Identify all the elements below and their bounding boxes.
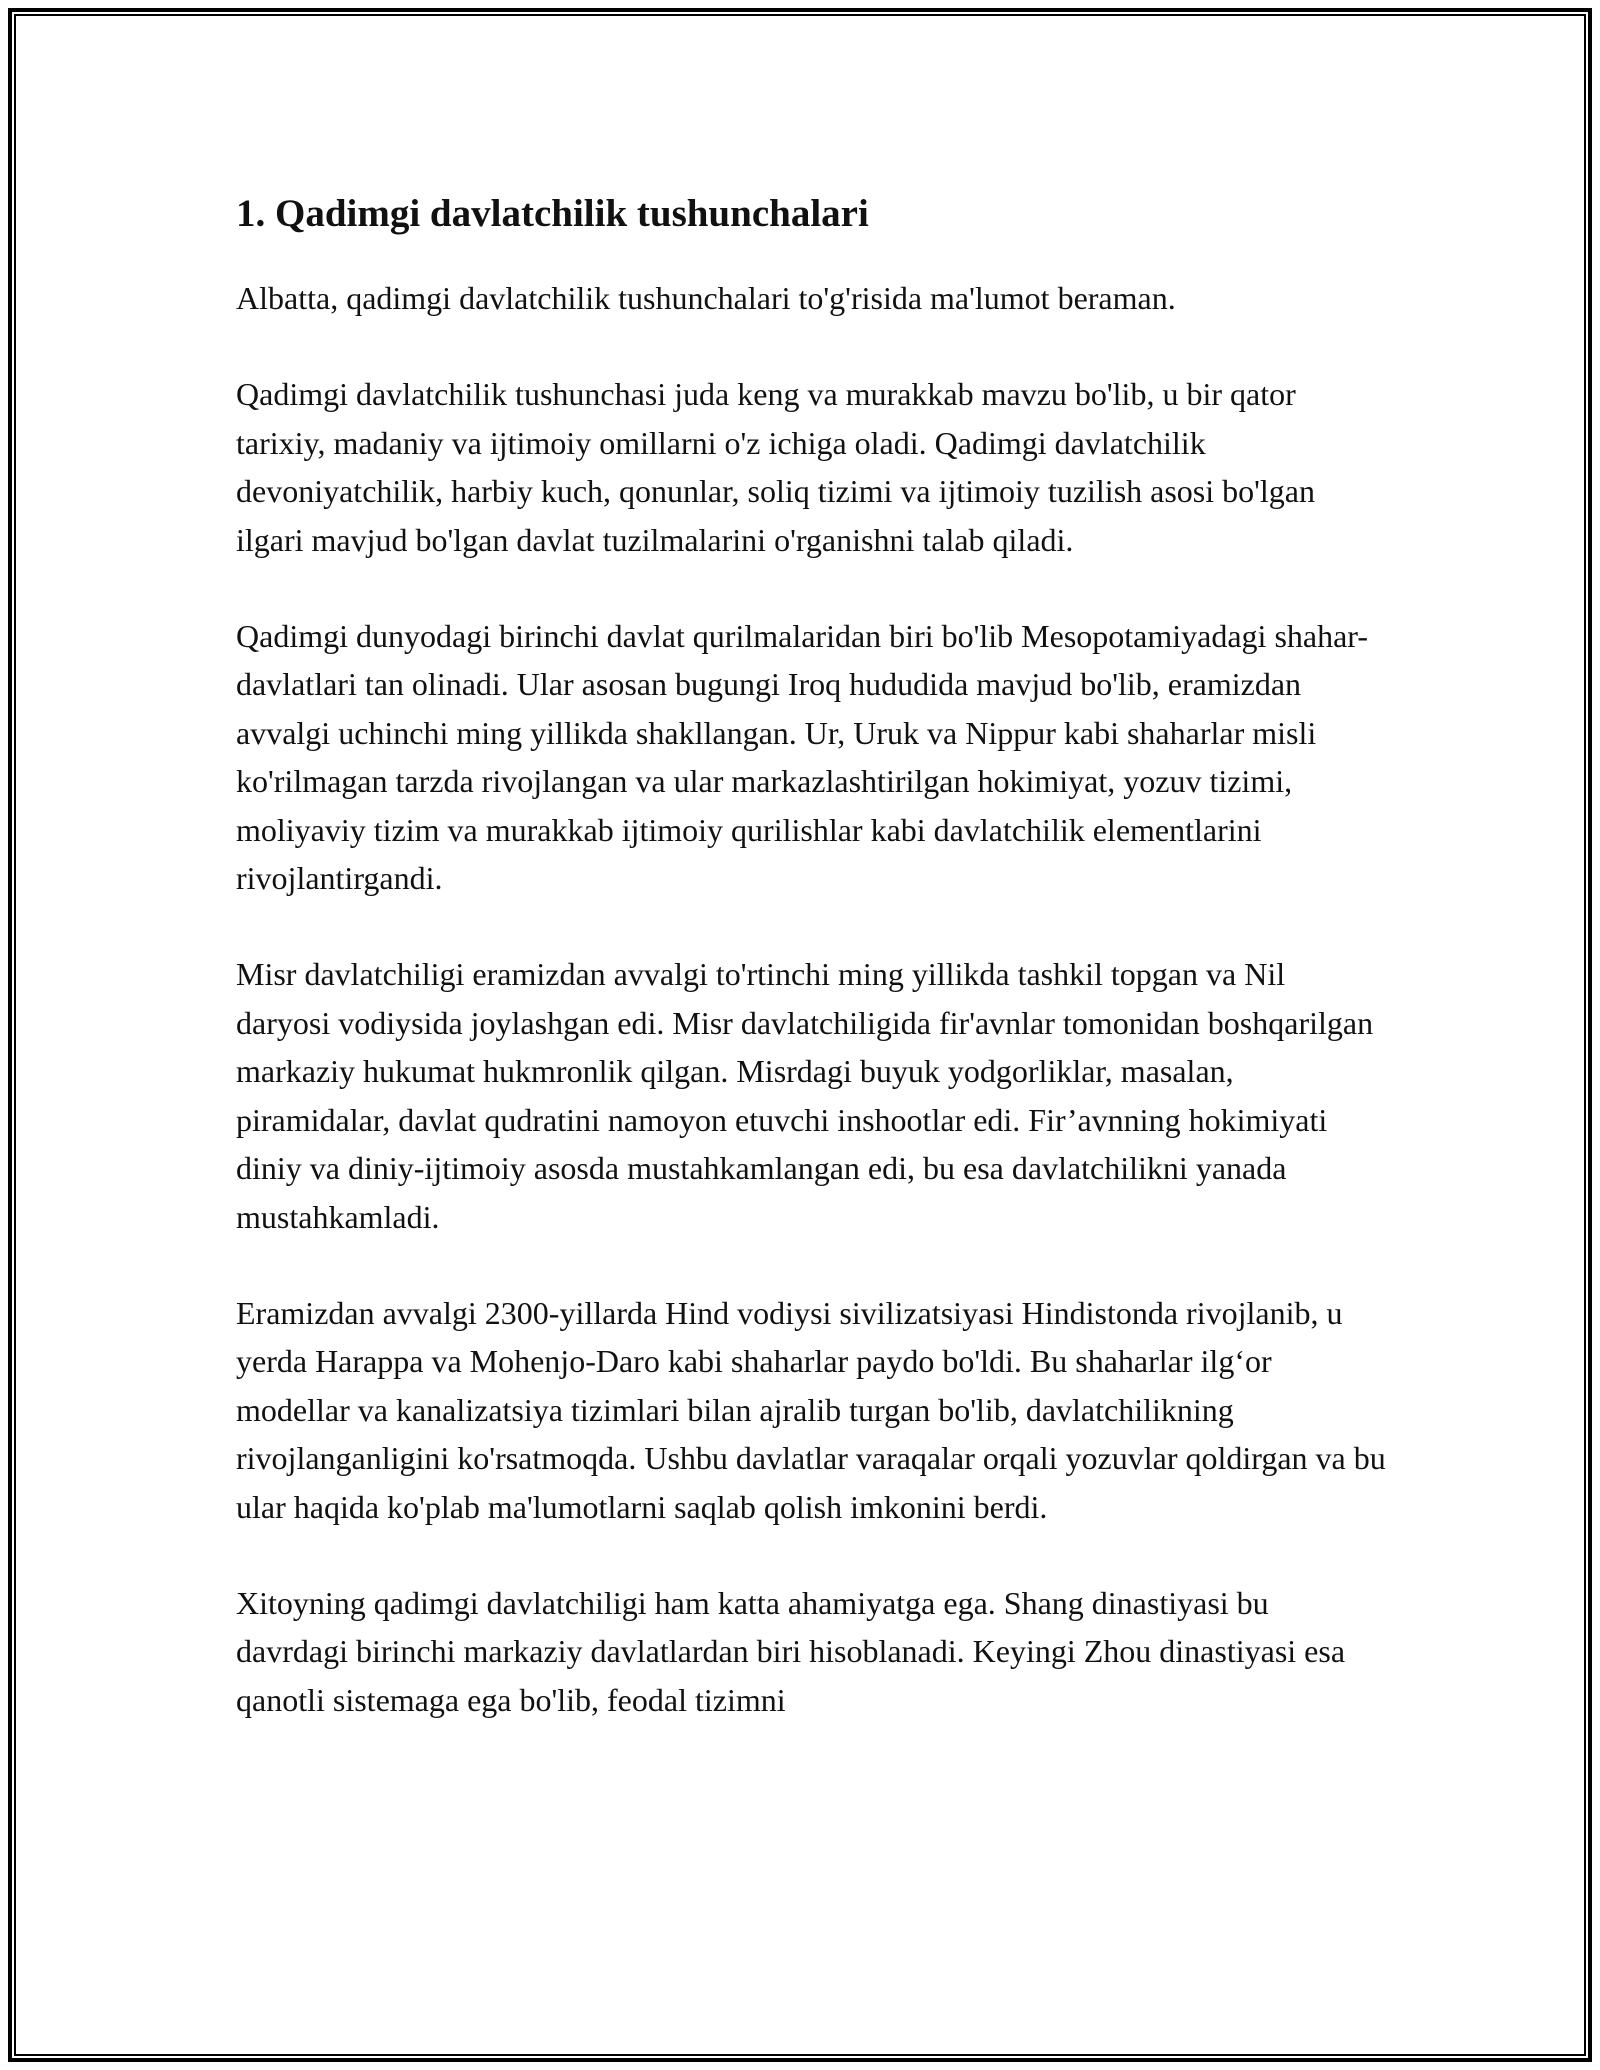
paragraph: Albatta, qadimgi davlatchilik tushunchalari to'g'risida ma'lumot beraman. bbox=[236, 280, 1176, 316]
paragraph: Xitoyning qadimgi davlatchiligi ham katta ahamiyatga ega. Shang dinastiyasi bu davrdagi birinchi markaziy davlatlardan biri hisoblanadi. Keyingi Zhou dinastiyasi esa qanotli sistemaga ega bo'lib, feodal tizimni bbox=[236, 1584, 1346, 1718]
document-body bbox=[236, 188, 1386, 1724]
paragraph: Misr davlatchiligi eramizdan avvalgi to'rtinchi ming yillikda tashkil topgan va Nil daryosi vodiysida joylashgan edi. Misr davlatchiligida fir'avnlar tomonidan boshqarilgan markaziy hukumat hukmronlik qilgan. Misrdagi buyuk yodgorliklar, masalan, piramidalar, davlat qudratini namoyon etuvchi inshootlar edi. Fir’avnning hokimiyati diniy va diniy-ijtimoiy asosda mustahkamlangan edi, bu esa davlatchilikni yanada mustahkamladi. bbox=[236, 956, 1374, 1235]
paragraph: Qadimgi davlatchilik tushunchasi juda keng va murakkab mavzu bo'lib, u bir qator tarixiy, madaniy va ijtimoiy omillarni o'z ichiga oladi. Qadimgi davlatchilik devoniyatchilik, harbiy kuch, qonunlar, soliq tizimi va ijtimoiy tuzilish asosi bo'lgan ilgari mavjud bo'lgan davlat tuzilmalarini o'rganishni talab qiladi. bbox=[236, 376, 1315, 558]
document-title: 1. Qadimgi davlatchilik tushunchalari bbox=[236, 192, 869, 235]
paragraph: Qadimgi dunyodagi birinchi davlat qurilmalaridan biri bo'lib Mesopotamiyadagi shahar-davlatlari tan olinadi. Ular asosan bugungi Iroq hududida mavjud bo'lib, eramizdan avvalgi uchinchi ming yillikda shakllangan. Ur, Uruk va Nippur kabi shaharlar misli ko'rilmagan tarzda rivojlangan va ular markazlashtirilgan hokimiyat, yozuv tizimi, moliyaviy tizim va murakkab ijtimoiy qurilishlar kabi davlatchilik elementlarini rivojlantirgandi. bbox=[236, 618, 1368, 897]
paragraph: Eramizdan avvalgi 2300-yillarda Hind vodiysi sivilizatsiyasi Hindistonda rivojlanib, u yerda Harappa va Mohenjo-Daro kabi shaharlar paydo bo'ldi. Bu shaharlar ilg‘or modellar va kanalizatsiya tizimlari bilan ajralib turgan bo'lib, davlatchilikning rivojlanganligini ko'rsatmoqda. Ushbu davlatlar varaqalar orqali yozuvlar qoldirgan va bu ular haqida ko'plab ma'lumotlarni saqlab qolish imkonini berdi. bbox=[236, 1294, 1386, 1525]
